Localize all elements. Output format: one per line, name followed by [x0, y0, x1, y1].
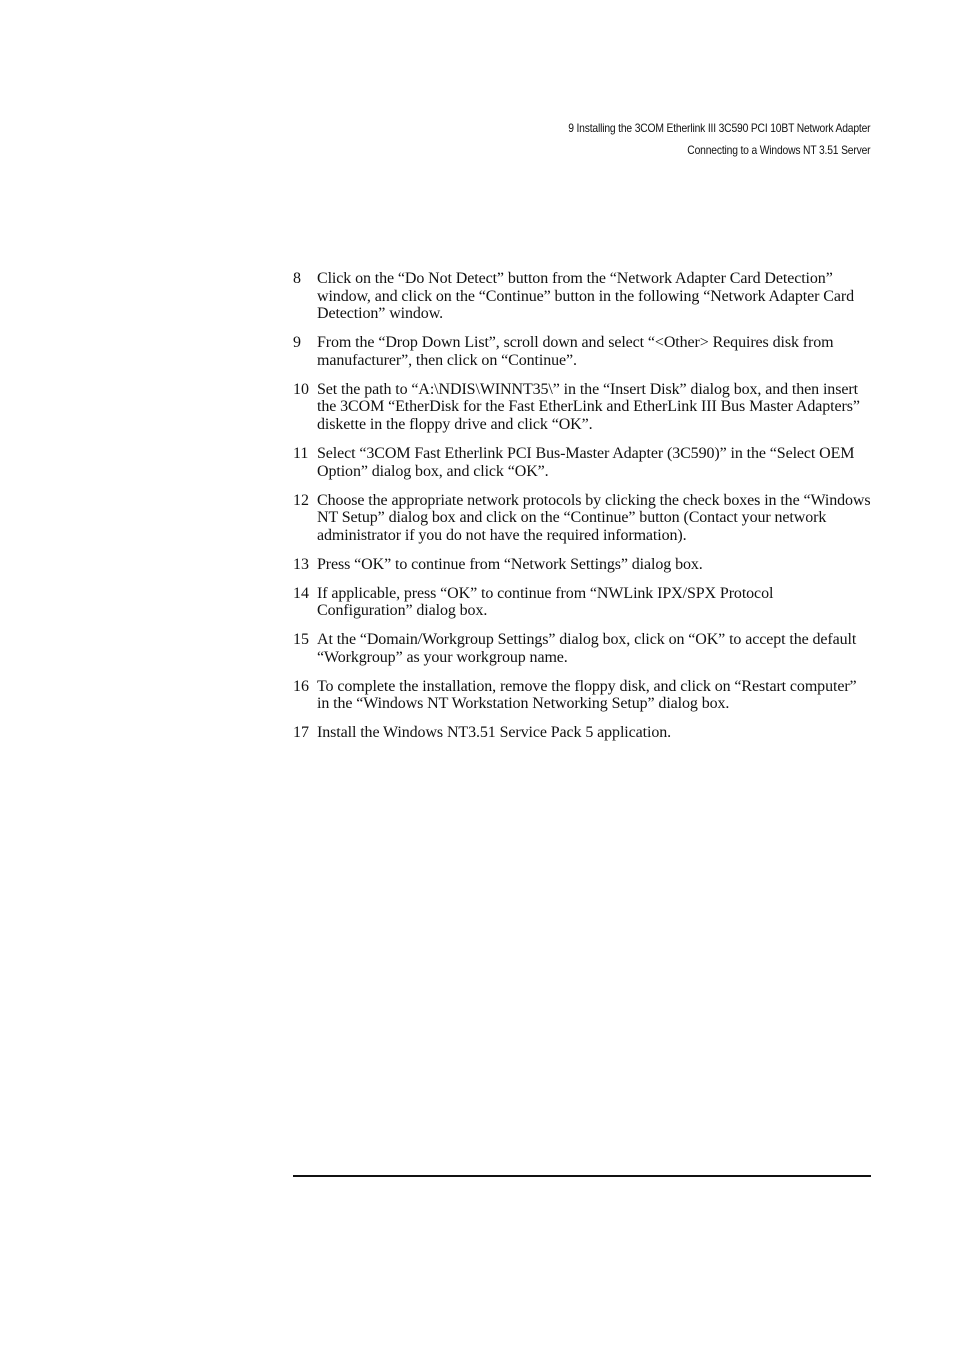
- step-text: If applicable, press “OK” to continue from “NWLink IPX/SPX Protocol Configuration” dialog box.: [317, 584, 774, 620]
- step-text: To complete the installation, remove the floppy disk, and click on “Restart computer” in the “Windows NT Workstation Networking Setup” dialog box.: [317, 677, 857, 713]
- step-text: From the “Drop Down List”, scroll down and select “<Other> Requires disk from manufacturer”, then click on “Continue”.: [317, 334, 834, 369]
- step-number: 12: [293, 491, 309, 509]
- step-number: 10: [293, 380, 309, 398]
- step-number: 15: [293, 631, 309, 649]
- chapter-title: 9 Installing the 3COM Etherlink III 3C590 PCI 10BT Network Adapter: [567, 121, 870, 135]
- step-item: [293, 585, 871, 620]
- step-item: [293, 631, 871, 666]
- step-text: Set the path to “A:\NDIS\WINNT35\” in the “Insert Disk” dialog box, and then insert the 3COM “EtherDisk for the Fast EtherLink and EtherLink III Bus Master Adapters” diskette in the floppy drive and click “OK”.: [317, 380, 860, 433]
- section-title: Connecting to a Windows NT 3.51 Server: [686, 143, 870, 157]
- step-item: [293, 270, 871, 323]
- step-number: 14: [293, 584, 309, 602]
- step-number: 8: [293, 270, 301, 287]
- step-text: Select “3COM Fast Etherlink PCI Bus-Master Adapter (3C590)” in the “Select OEM Option” dialog box, and click “OK”.: [317, 444, 855, 480]
- step-item: [293, 334, 871, 369]
- step-item: [293, 492, 871, 545]
- step-number: 16: [293, 677, 309, 695]
- running-header: [519, 120, 870, 157]
- step-number: 9: [293, 334, 301, 352]
- step-number: 17: [293, 724, 309, 742]
- step-text: Choose the appropriate network protocols by clicking the check boxes in the “Windows NT Setup” dialog box and click on the “Continue” button (Contact your network administrator if you do not have the required information).: [317, 491, 871, 544]
- step-number: 11: [293, 444, 309, 462]
- step-text: Press “OK” to continue from “Network Settings” dialog box.: [317, 555, 703, 573]
- step-item: [293, 556, 871, 574]
- step-text: Install the Windows NT3.51 Service Pack 5 application.: [317, 724, 672, 742]
- step-item: [293, 381, 871, 434]
- step-number: 13: [293, 555, 309, 573]
- step-text: At the “Domain/Workgroup Settings” dialog box, click on “OK” to accept the default “Workgroup” as your workgroup name.: [317, 631, 857, 666]
- step-text: Click on the “Do Not Detect” button from the “Network Adapter Card Detection” window, and click on the “Continue” button in the following “Network Adapter Card Detection” window.: [317, 270, 854, 323]
- step-item: [293, 445, 871, 480]
- footer-rule: [293, 1175, 871, 1177]
- installation-steps-list: [293, 270, 871, 753]
- step-item: [293, 678, 871, 713]
- step-item: [293, 724, 871, 742]
